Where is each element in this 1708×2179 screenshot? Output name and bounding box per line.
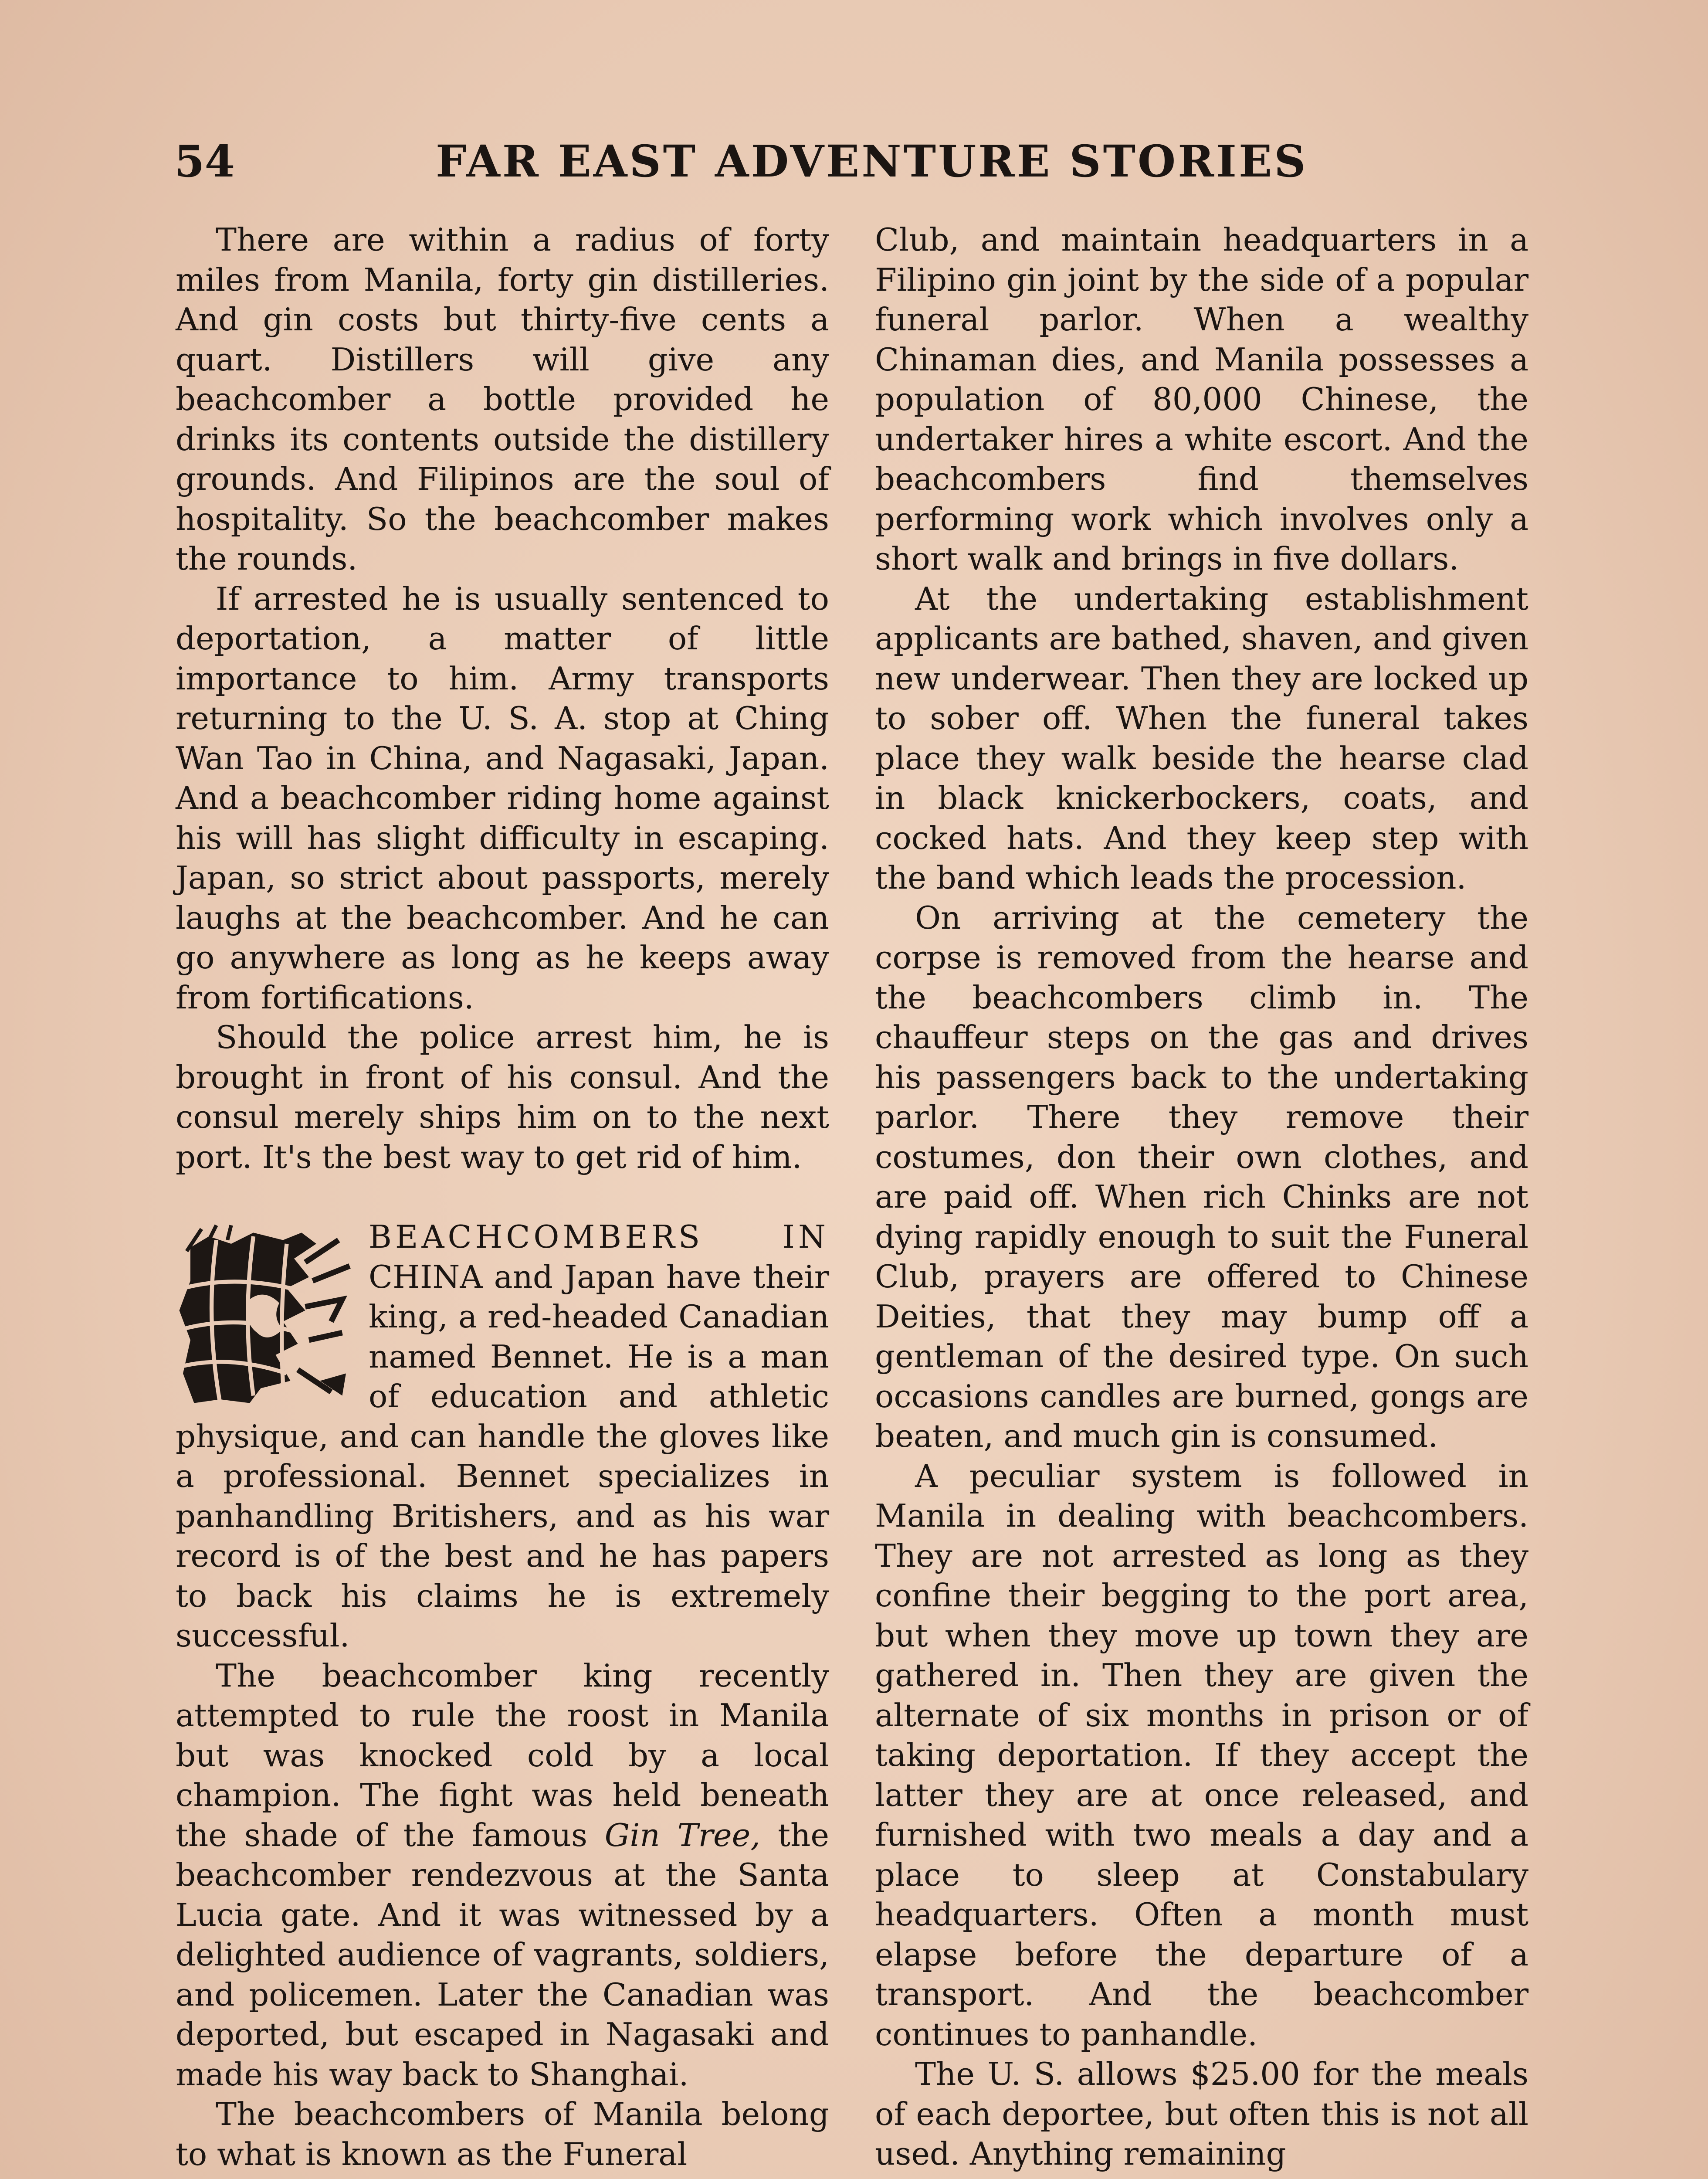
section-lead: BEACHCOMBERS IN [369,1218,829,1255]
italic-term: Gin Tree, [604,1816,761,1853]
globe-map-icon [176,1224,361,1412]
paragraph: There are within a radius of forty miles from Manila, forty gin distilleries. And gin costs but thirty-five cents a quart. Distillers will give any beachcomber a bottle provided he drinks its contents outside the distillery grounds. And Filipinos are the soul of hospitality. So the beachcomber makes the rounds. [176,221,829,577]
section-text: CHINA and Japan have their king, a red-headed Canadian named Bennet. He is a man of education and athletic physique, and can handle the gloves like a professional. Bennet specializes in panhandling Britishers, and as his war record is of the best and he has papers to back his claims he is extremely successful. [176,1258,829,1654]
paragraph: On arriving at the cemetery the corpse is removed from the hearse and the beachcombers climb in. The chauffeur steps on the gas and drives his passengers back to the undertaking parlor. There they remove their costumes, don their own clothes, and are paid off. When rich Chinks are not dying rapidly enough to suit the Funeral Club, prayers are offered to Chinese Deities, that they may bump off a gentleman of the desired type. On such occasions candles are burned, gongs are beaten, and much gin is consumed. [875,899,1528,1454]
running-title: FAR EAST ADVENTURE STORIES [436,136,1308,187]
paragraph: Club, and maintain headquarters in a Filipino gin joint by the side of a popular funeral parlor. When a wealthy Chinaman dies, and Manila possesses a population of 80,000 Chinese, the undertaker hires a white escort. And the beachcombers find themselves performing work which involves only a short walk and brings in five dollars. [875,221,1528,577]
left-column [176,220,829,2179]
page-number: 54 [174,136,235,187]
paragraph: A peculiar system is followed in Manila in dealing with beachcombers. They are not arrested as long as they confine their begging to the port area, but when they move up town they are gathered in. Then they are given the alternate of six months in prison or of taking deportation. If they accept the latter they are at once released, and furnished with two meals a day and a place to sleep at Constabulary headquarters. Often a month must elapse before the departure of a transport. And the beachcomber continues to panhandle. [875,1457,1528,2053]
section-break [176,1177,829,1217]
paragraph-text: The beachcomber king recently attempted to rule the roost in Manila but was knocked cold by a local champion. The fight was held beneath the shade of the famous [176,1657,829,1853]
right-column [875,220,1528,2179]
paragraph [176,1656,829,2095]
paragraph: Should the police arrest him, he is brought in front of his consul. And the consul merely ships him on to the next port. It's the best way to get rid of him. [176,1019,829,1175]
paragraph: The beachcombers of Manila belong to what is known as the Funeral [176,2096,829,2172]
paragraph-text: the beachcomber rendezvous at the Santa Lucia gate. And it was witnessed by a delighted audience of vagrants, soldiers, and policemen. Later the Canadian was deported, but escaped in Nagasaki and made his way back to Shanghai. [176,1816,829,2093]
paragraph: If arrested he is usually sentenced to deportation, a matter of little importance to him. Army transports returning to the U. S. A. stop at Ching Wan Tao in China, and Nagasaki, Japan. And a beachcomber riding home against his will has slight difficulty in escaping. Japan, so strict about passports, merely laughs at the beachcomber. And he can go anywhere as long as he keeps away from fortifications. [176,580,829,1016]
section-paragraph [176,1217,829,1656]
paragraph: The U. S. allows $25.00 for the meals of each deportee, but often this is not all used. Anything remaining [875,2056,1528,2172]
page-header [174,131,1308,192]
paragraph: At the undertaking establishment applicants are bathed, shaven, and given new underwear. Then they are locked up to sober off. When the funeral takes place they walk beside the hearse clad in black knickerbockers, coats, and cocked hats. And they keep step with the band which leads the procession. [875,580,1528,896]
